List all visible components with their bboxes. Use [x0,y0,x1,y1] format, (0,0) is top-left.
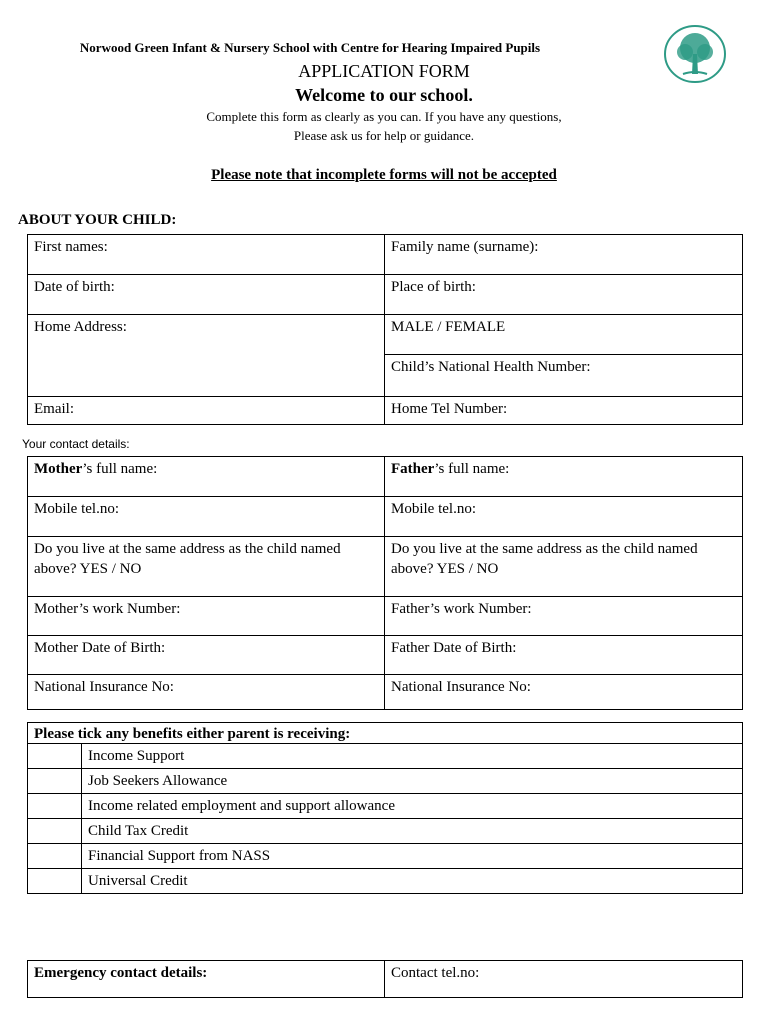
contact-details-label: Your contact details: [22,437,130,451]
benefit-label: Job Seekers Allowance [82,769,743,794]
mother-name-suffix: ’s full name: [82,461,158,477]
place-of-birth-field[interactable]: Place of birth: [385,275,743,315]
mother-name-field[interactable] [28,457,385,497]
father-name-suffix: ’s full name: [434,461,510,477]
benefit-checkbox[interactable] [28,744,82,769]
emergency-contact-field[interactable]: Emergency contact details: [28,961,385,998]
home-address-field[interactable]: Home Address: [28,315,385,397]
father-ni-field[interactable]: National Insurance No: [385,675,743,710]
father-label: Father [391,461,435,477]
about-child-heading: ABOUT YOUR CHILD: [18,212,177,228]
benefit-label: Child Tax Credit [82,819,743,844]
father-mobile-field[interactable]: Mobile tel.no: [385,497,743,537]
family-name-field[interactable]: Family name (surname): [385,235,743,275]
father-same-address-field[interactable]: Do you live at the same address as the child named above? YES / NO [385,537,743,597]
father-dob-field[interactable]: Father Date of Birth: [385,636,743,675]
welcome-heading: Welcome to our school. [295,85,473,105]
mother-work-number-field[interactable]: Mother’s work Number: [28,597,385,636]
email-field[interactable]: Email: [28,397,385,425]
benefit-label: Financial Support from NASS [82,844,743,869]
dob-field[interactable]: Date of birth: [28,275,385,315]
nhs-number-field[interactable]: Child’s National Health Number: [385,355,743,397]
benefit-label: Universal Credit [82,869,743,894]
mother-label: Mother [34,461,83,477]
parent-contact-table [27,456,743,710]
instruction-line-1: Complete this form as clearly as you can. If you have any questions, [206,109,562,124]
benefit-checkbox[interactable] [28,819,82,844]
mother-same-address-field[interactable]: Do you live at the same address as the child named above? YES / NO [28,537,385,597]
benefits-heading: Please tick any benefits either parent is receiving: [28,723,743,744]
school-name: Norwood Green Infant & Nursery School with Centre for Hearing Impaired Pupils [79,40,541,55]
father-work-number-field[interactable]: Father’s work Number: [385,597,743,636]
first-names-field[interactable]: First names: [28,235,385,275]
mother-mobile-field[interactable]: Mobile tel.no: [28,497,385,537]
benefit-label: Income Support [82,744,743,769]
mother-ni-field[interactable]: National Insurance No: [28,675,385,710]
incomplete-forms-notice: Please note that incomplete forms will not be accepted [211,167,557,183]
benefit-checkbox[interactable] [28,769,82,794]
emergency-tel-field[interactable]: Contact tel.no: [385,961,743,998]
father-name-field[interactable] [385,457,743,497]
benefits-table [27,722,743,894]
instruction-line-2: Please ask us for help or guidance. [293,128,475,143]
benefit-checkbox[interactable] [28,869,82,894]
home-tel-field[interactable]: Home Tel Number: [385,397,743,425]
benefit-label: Income related employment and support allowance [82,794,743,819]
benefit-checkbox[interactable] [28,794,82,819]
benefit-checkbox[interactable] [28,844,82,869]
form-title: APPLICATION FORM [298,61,470,81]
gender-field[interactable]: MALE / FEMALE [385,315,743,355]
mother-dob-field[interactable]: Mother Date of Birth: [28,636,385,675]
emergency-contact-table [27,960,743,998]
child-details-table [27,234,743,425]
